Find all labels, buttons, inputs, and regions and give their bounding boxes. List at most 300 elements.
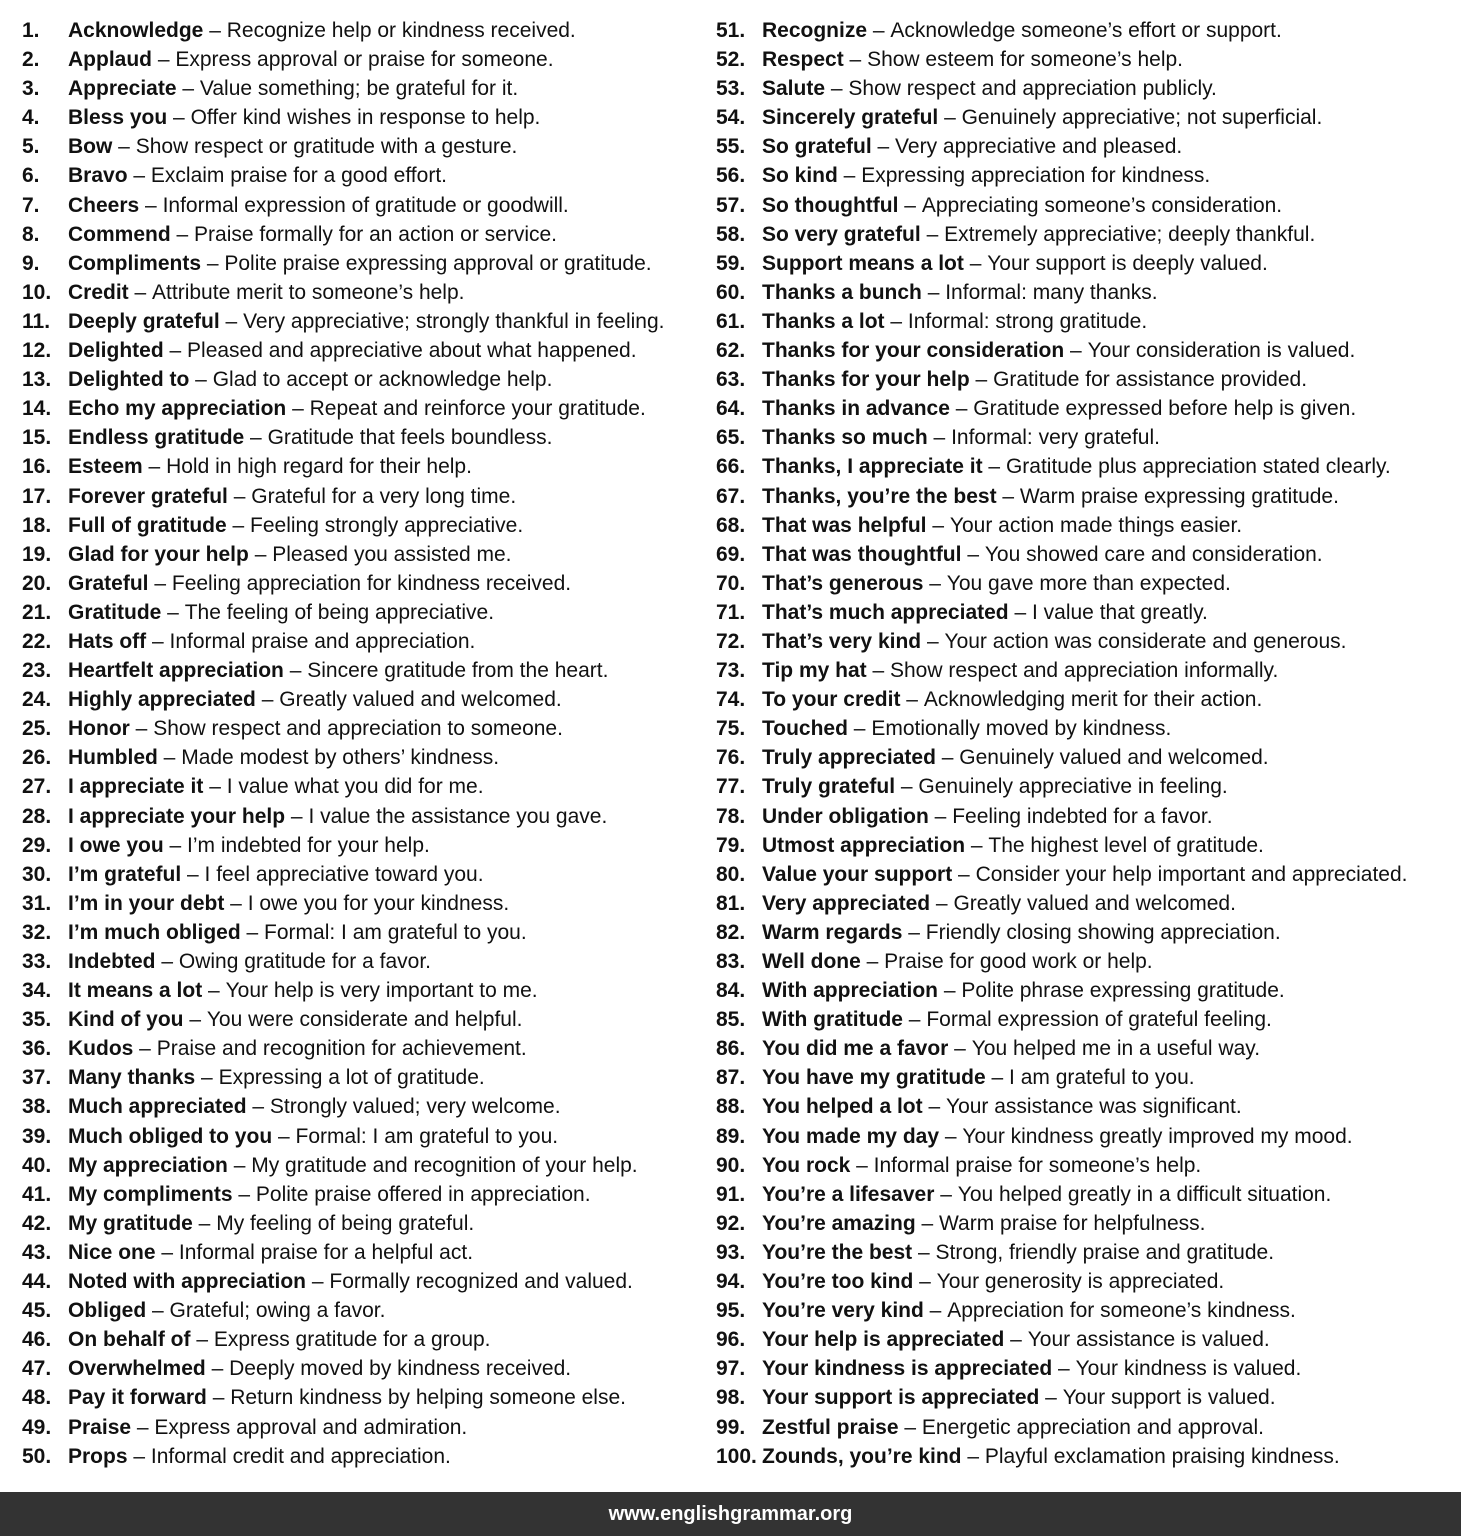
- item-definition: Friendly closing showing appreciation.: [925, 920, 1281, 944]
- item-separator: –: [203, 19, 227, 42]
- item-number: 49.: [22, 1415, 52, 1439]
- list-item: [716, 831, 1456, 860]
- item-number: 16.: [22, 455, 52, 479]
- list-item: [716, 74, 1456, 103]
- item-separator: –: [952, 862, 976, 886]
- item-term: That’s very kind: [762, 629, 922, 653]
- item-separator: –: [285, 804, 309, 828]
- item-definition: Your generosity is appreciated.: [936, 1270, 1225, 1294]
- item-number: 89.: [716, 1124, 746, 1148]
- item-separator: –: [921, 280, 946, 304]
- item-term: You’re amazing: [762, 1211, 916, 1235]
- item-term: Thanks, I appreciate it: [762, 455, 983, 479]
- item-term: Humbled: [68, 746, 158, 770]
- item-definition: Extremely appreciative; deeply thankful.: [944, 222, 1316, 246]
- item-definition: Sincere gratitude from the heart.: [307, 659, 609, 683]
- item-separator: –: [912, 1240, 936, 1264]
- item-definition: Owing gratitude for a favor.: [178, 950, 431, 973]
- item-term: My compliments: [68, 1182, 233, 1206]
- item-definition: Repeat and reinforce your gratitude.: [309, 397, 646, 421]
- item-definition: My feeling of being grateful.: [216, 1211, 475, 1235]
- list-item: [22, 1122, 702, 1151]
- item-definition: Your support is valued.: [1062, 1386, 1276, 1410]
- item-number: 56.: [716, 164, 746, 188]
- item-separator: –: [948, 1037, 972, 1061]
- item-separator: –: [847, 717, 872, 741]
- item-definition: Pleased and appreciative about what happened.: [187, 339, 637, 363]
- item-definition: Acknowledging merit for their action.: [923, 688, 1263, 712]
- list-item: [716, 656, 1456, 685]
- list-item: [22, 365, 702, 394]
- item-separator: –: [969, 368, 994, 392]
- list-item: [22, 1383, 702, 1412]
- right-column: [716, 16, 1456, 1471]
- item-definition: Deeply moved by kindness received.: [229, 1357, 572, 1381]
- item-number: 15.: [22, 426, 52, 450]
- item-term: Utmost appreciation: [762, 833, 966, 857]
- item-definition: My gratitude and recognition of your help.: [251, 1153, 638, 1177]
- item-separator: –: [938, 106, 962, 130]
- list-item: [22, 685, 702, 714]
- item-definition: Strong, friendly praise and gratitude.: [935, 1240, 1275, 1264]
- item-separator: –: [155, 950, 179, 973]
- item-term: Delighted: [68, 339, 164, 363]
- item-term: So kind: [762, 164, 838, 188]
- item-term: I’m in your debt: [68, 891, 225, 915]
- item-number: 61.: [716, 309, 746, 333]
- item-number: 72.: [716, 629, 746, 653]
- item-number: 99.: [716, 1415, 746, 1439]
- list-item: [22, 423, 702, 452]
- item-definition: Formal: I am grateful to you.: [295, 1124, 559, 1148]
- item-definition: Polite praise expressing approval or gratitude.: [224, 251, 652, 275]
- item-number: 84.: [716, 979, 746, 1003]
- item-term: I’m much obliged: [68, 920, 241, 944]
- item-definition: You were considerate and helpful.: [206, 1008, 523, 1032]
- item-term: Value your support: [762, 862, 953, 886]
- item-definition: Express gratitude for a group.: [213, 1328, 491, 1352]
- item-term: With gratitude: [762, 1008, 903, 1032]
- item-definition: Expressing a lot of gratitude.: [218, 1066, 485, 1090]
- item-definition: Acknowledge someone’s effort or support.: [890, 19, 1282, 42]
- item-definition: Feeling indebted for a favor.: [952, 804, 1213, 828]
- list-item: [22, 1005, 702, 1034]
- item-term: Applaud: [68, 48, 152, 72]
- item-number: 93.: [716, 1240, 746, 1264]
- item-term: Compliments: [68, 251, 202, 275]
- list-item: [22, 220, 702, 249]
- item-number: 3.: [22, 77, 40, 101]
- item-term: That’s generous: [762, 571, 924, 595]
- item-separator: –: [157, 746, 182, 770]
- item-separator: –: [133, 1037, 157, 1061]
- item-separator: –: [921, 629, 945, 653]
- item-term: Echo my appreciation: [68, 397, 287, 421]
- item-term: You’re very kind: [762, 1299, 924, 1323]
- item-separator: –: [1039, 1386, 1063, 1410]
- item-term: Truly grateful: [762, 775, 896, 799]
- item-number: 97.: [716, 1357, 746, 1381]
- item-term: Thanks for your help: [762, 368, 970, 392]
- item-number: 7.: [22, 193, 40, 217]
- item-separator: –: [128, 280, 153, 304]
- item-definition: Feeling appreciation for kindness received.: [171, 571, 572, 595]
- item-number: 1.: [22, 19, 40, 42]
- list-item: [22, 161, 702, 190]
- item-term: My appreciation: [68, 1153, 228, 1177]
- item-number: 25.: [22, 717, 52, 741]
- item-number: 35.: [22, 1008, 52, 1032]
- item-definition: I owe you for your kindness.: [247, 891, 510, 915]
- item-term: Indebted: [68, 950, 156, 973]
- item-number: 100.: [716, 1444, 757, 1468]
- item-definition: You gave more than expected.: [946, 571, 1231, 595]
- item-term: It means a lot: [68, 979, 203, 1003]
- item-number: 4.: [22, 106, 40, 130]
- item-definition: The highest level of gratitude.: [988, 833, 1264, 857]
- item-number: 42.: [22, 1211, 52, 1235]
- item-number: 75.: [716, 717, 746, 741]
- item-number: 33.: [22, 950, 52, 973]
- item-definition: Informal praise for someone’s help.: [873, 1153, 1202, 1177]
- list-item: [716, 802, 1456, 831]
- item-number: 71.: [716, 600, 746, 624]
- item-separator: –: [190, 1328, 214, 1352]
- item-term: Well done: [762, 950, 861, 973]
- list-item: [716, 365, 1456, 394]
- item-definition: Value something; be grateful for it.: [199, 77, 519, 101]
- list-item: [716, 714, 1456, 743]
- item-separator: –: [219, 309, 244, 333]
- list-item: [22, 482, 702, 511]
- item-number: 24.: [22, 688, 52, 712]
- item-term: Deeply grateful: [68, 309, 220, 333]
- item-term: Warm regards: [762, 920, 903, 944]
- item-separator: –: [205, 1357, 230, 1381]
- item-definition: Appreciating someone’s consideration.: [921, 193, 1283, 217]
- item-separator: –: [1064, 339, 1088, 363]
- item-definition: Attribute merit to someone’s help.: [152, 280, 465, 304]
- item-definition: Return kindness by helping someone else.: [230, 1386, 626, 1410]
- item-term: Praise: [68, 1415, 132, 1439]
- list-item: [22, 1209, 702, 1238]
- item-separator: –: [224, 891, 248, 915]
- item-number: 73.: [716, 659, 746, 683]
- item-number: 21.: [22, 600, 52, 624]
- item-number: 9.: [22, 251, 40, 275]
- item-term: Tip my hat: [762, 659, 867, 683]
- item-separator: –: [181, 862, 205, 886]
- item-definition: Recognize help or kindness received.: [226, 19, 576, 42]
- item-number: 37.: [22, 1066, 52, 1090]
- list-item: [716, 336, 1456, 365]
- item-term: Zestful praise: [762, 1415, 899, 1439]
- item-separator: –: [985, 1066, 1010, 1090]
- item-number: 80.: [716, 862, 746, 886]
- item-term: Nice one: [68, 1240, 156, 1264]
- item-number: 69.: [716, 542, 746, 566]
- item-separator: –: [902, 920, 926, 944]
- item-definition: Gratitude for assistance provided.: [993, 368, 1308, 392]
- item-separator: –: [927, 426, 952, 450]
- item-number: 64.: [716, 397, 746, 421]
- item-separator: –: [949, 397, 974, 421]
- item-definition: Your assistance is valued.: [1027, 1328, 1270, 1352]
- item-definition: Your kindness greatly improved my mood.: [962, 1124, 1353, 1148]
- item-definition: Praise and recognition for achievement.: [156, 1037, 527, 1061]
- item-number: 48.: [22, 1386, 52, 1410]
- item-term: Endless gratitude: [68, 426, 245, 450]
- list-item: [22, 976, 702, 1005]
- item-term: Full of gratitude: [68, 513, 227, 537]
- item-definition: Hold in high regard for their help.: [166, 455, 472, 479]
- item-separator: –: [155, 1240, 179, 1264]
- list-item: [716, 103, 1456, 132]
- item-term: Highly appreciated: [68, 688, 256, 712]
- list-item: [716, 1442, 1456, 1471]
- item-number: 95.: [716, 1299, 746, 1323]
- list-item: [716, 976, 1456, 1005]
- item-number: 91.: [716, 1182, 746, 1206]
- item-number: 44.: [22, 1270, 52, 1294]
- item-separator: –: [837, 164, 862, 188]
- item-term: You have my gratitude: [762, 1066, 986, 1090]
- item-term: You did me a favor: [762, 1037, 949, 1061]
- item-term: Gratitude: [68, 600, 162, 624]
- item-term: Thanks a bunch: [762, 280, 922, 304]
- item-separator: –: [935, 746, 960, 770]
- item-term: Sincerely grateful: [762, 106, 939, 130]
- list-item: [716, 307, 1456, 336]
- list-item: [716, 45, 1456, 74]
- item-number: 6.: [22, 164, 40, 188]
- item-term: That was thoughtful: [762, 542, 962, 566]
- item-separator: –: [131, 1415, 155, 1439]
- list-item: [22, 1034, 702, 1063]
- item-separator: –: [867, 19, 891, 42]
- list-item: [716, 627, 1456, 656]
- item-definition: I feel appreciative toward you.: [204, 862, 484, 886]
- list-item: [716, 220, 1456, 249]
- item-term: Zounds, you’re kind: [762, 1444, 962, 1468]
- item-term: Forever grateful: [68, 484, 228, 508]
- item-definition: I’m indebted for your help.: [187, 833, 430, 857]
- item-separator: –: [176, 77, 200, 101]
- item-definition: I value that greatly.: [1031, 600, 1208, 624]
- item-term: So thoughtful: [762, 193, 899, 217]
- list-item: [22, 1063, 702, 1092]
- item-separator: –: [1008, 600, 1032, 624]
- item-separator: –: [866, 659, 890, 683]
- item-number: 23.: [22, 659, 52, 683]
- item-number: 2.: [22, 48, 40, 72]
- item-separator: –: [244, 426, 268, 450]
- item-term: Bow: [68, 135, 113, 159]
- item-number: 34.: [22, 979, 52, 1003]
- item-number: 63.: [716, 368, 746, 392]
- list-item: [716, 918, 1456, 947]
- item-separator: –: [195, 1066, 219, 1090]
- item-definition: Playful exclamation praising kindness.: [984, 1444, 1340, 1468]
- list-item: [716, 161, 1456, 190]
- item-number: 11.: [22, 309, 51, 333]
- item-definition: Strongly valued; very welcome.: [269, 1095, 561, 1119]
- item-number: 98.: [716, 1386, 746, 1410]
- list-item: [22, 1151, 702, 1180]
- item-term: Truly appreciated: [762, 746, 936, 770]
- item-definition: Pleased you assisted me.: [272, 542, 512, 566]
- item-separator: –: [938, 979, 962, 1003]
- item-term: Honor: [68, 717, 130, 741]
- list-item: [716, 482, 1456, 511]
- item-separator: –: [850, 1153, 874, 1177]
- item-definition: Gratitude expressed before help is given.: [973, 397, 1357, 421]
- item-definition: Informal expression of gratitude or goodwill.: [162, 193, 569, 217]
- item-separator: –: [148, 571, 172, 595]
- list-item: [716, 1383, 1456, 1412]
- item-number: 43.: [22, 1240, 52, 1264]
- item-term: Glad for your help: [68, 542, 249, 566]
- item-number: 29.: [22, 833, 52, 857]
- list-item: [22, 511, 702, 540]
- list-item: [716, 511, 1456, 540]
- list-item: [716, 1325, 1456, 1354]
- item-separator: –: [246, 1095, 270, 1119]
- list-item: [716, 540, 1456, 569]
- item-separator: –: [963, 251, 988, 275]
- item-separator: –: [227, 484, 252, 508]
- item-separator: –: [139, 193, 163, 217]
- item-definition: Offer kind wishes in response to help.: [190, 106, 541, 130]
- item-term: Thanks for your consideration: [762, 339, 1065, 363]
- item-separator: –: [961, 1444, 985, 1468]
- item-number: 57.: [716, 193, 746, 217]
- item-separator: –: [860, 950, 885, 973]
- item-definition: Greatly valued and welcomed.: [953, 891, 1236, 915]
- list-item: [22, 1092, 702, 1121]
- item-definition: Informal praise for a helpful act.: [178, 1240, 474, 1264]
- list-item: [22, 831, 702, 860]
- item-number: 10.: [22, 280, 52, 304]
- item-definition: Your assistance was significant.: [945, 1095, 1242, 1119]
- item-term: You made my day: [762, 1124, 940, 1148]
- item-separator: –: [167, 106, 191, 130]
- list-item: [22, 336, 702, 365]
- item-separator: –: [902, 1008, 927, 1032]
- list-item: [22, 947, 702, 976]
- item-separator: –: [898, 193, 922, 217]
- item-separator: –: [146, 629, 170, 653]
- item-term: Kudos: [68, 1037, 134, 1061]
- list-item: [22, 74, 702, 103]
- item-number: 59.: [716, 251, 746, 275]
- item-definition: Express approval or praise for someone.: [175, 48, 554, 72]
- list-item: [716, 249, 1456, 278]
- item-separator: –: [255, 688, 280, 712]
- item-separator: –: [192, 1211, 217, 1235]
- item-number: 90.: [716, 1153, 746, 1177]
- item-separator: –: [922, 1095, 946, 1119]
- list-item: [22, 1413, 702, 1442]
- item-term: You’re the best: [762, 1240, 913, 1264]
- item-number: 85.: [716, 1008, 746, 1032]
- item-separator: –: [283, 659, 308, 683]
- item-number: 81.: [716, 891, 746, 915]
- item-definition: Polite phrase expressing gratitude.: [961, 979, 1285, 1003]
- item-number: 46.: [22, 1328, 52, 1352]
- item-number: 54.: [716, 106, 746, 130]
- item-number: 78.: [716, 804, 746, 828]
- list-item: [22, 1180, 702, 1209]
- list-item: [716, 16, 1456, 45]
- item-definition: Genuinely appreciative in feeling.: [918, 775, 1228, 799]
- item-definition: Formally recognized and valued.: [329, 1270, 633, 1294]
- list-item: [22, 772, 702, 801]
- item-separator: –: [982, 455, 1006, 479]
- item-definition: Emotionally moved by kindness.: [871, 717, 1172, 741]
- item-term: Heartfelt appreciation: [68, 659, 284, 683]
- item-definition: Warm praise expressing gratitude.: [1019, 484, 1339, 508]
- item-separator: –: [825, 77, 849, 101]
- item-number: 31.: [22, 891, 52, 915]
- item-term: Esteem: [68, 455, 143, 479]
- item-definition: Exclaim praise for a good effort.: [150, 164, 447, 188]
- item-definition: Grateful; owing a favor.: [169, 1299, 386, 1323]
- item-definition: Show respect or gratitude with a gesture.: [135, 135, 518, 159]
- item-separator: –: [183, 1008, 207, 1032]
- item-separator: –: [163, 339, 188, 363]
- item-definition: You helped me in a useful way.: [971, 1037, 1261, 1061]
- list-item: [716, 1180, 1456, 1209]
- list-item: [22, 249, 702, 278]
- item-number: 8.: [22, 222, 40, 246]
- item-number: 5.: [22, 135, 40, 159]
- item-separator: –: [1004, 1328, 1028, 1352]
- item-term: Your kindness is appreciated: [762, 1357, 1053, 1381]
- item-number: 58.: [716, 222, 746, 246]
- list-item: [716, 452, 1456, 481]
- list-item: [22, 540, 702, 569]
- item-term: Salute: [762, 77, 826, 101]
- item-term: To your credit: [762, 688, 901, 712]
- list-item: [22, 45, 702, 74]
- list-item: [22, 1296, 702, 1325]
- item-term: Bless you: [68, 106, 168, 130]
- item-definition: Your support is deeply valued.: [987, 251, 1268, 275]
- item-separator: –: [163, 833, 188, 857]
- item-definition: I am grateful to you.: [1009, 1066, 1195, 1090]
- item-number: 22.: [22, 629, 52, 653]
- item-definition: Show respect and appreciation informally.: [890, 659, 1279, 683]
- item-definition: Genuinely valued and welcomed.: [959, 746, 1269, 770]
- item-term: I appreciate your help: [68, 804, 286, 828]
- item-term: Pay it forward: [68, 1386, 207, 1410]
- list-item: [716, 132, 1456, 161]
- item-number: 67.: [716, 484, 746, 508]
- item-definition: Informal: strong gratitude.: [907, 309, 1148, 333]
- list-item: [716, 191, 1456, 220]
- item-term: Kind of you: [68, 1008, 184, 1032]
- list-item: [716, 860, 1456, 889]
- footer-website[interactable]: www.englishgrammar.org: [608, 1502, 853, 1525]
- item-number: 36.: [22, 1037, 52, 1061]
- item-term: Much appreciated: [68, 1095, 247, 1119]
- item-definition: Your consideration is valued.: [1087, 339, 1356, 363]
- list-item: [716, 772, 1456, 801]
- list-item: [716, 569, 1456, 598]
- item-separator: –: [939, 1124, 963, 1148]
- item-separator: –: [152, 48, 176, 72]
